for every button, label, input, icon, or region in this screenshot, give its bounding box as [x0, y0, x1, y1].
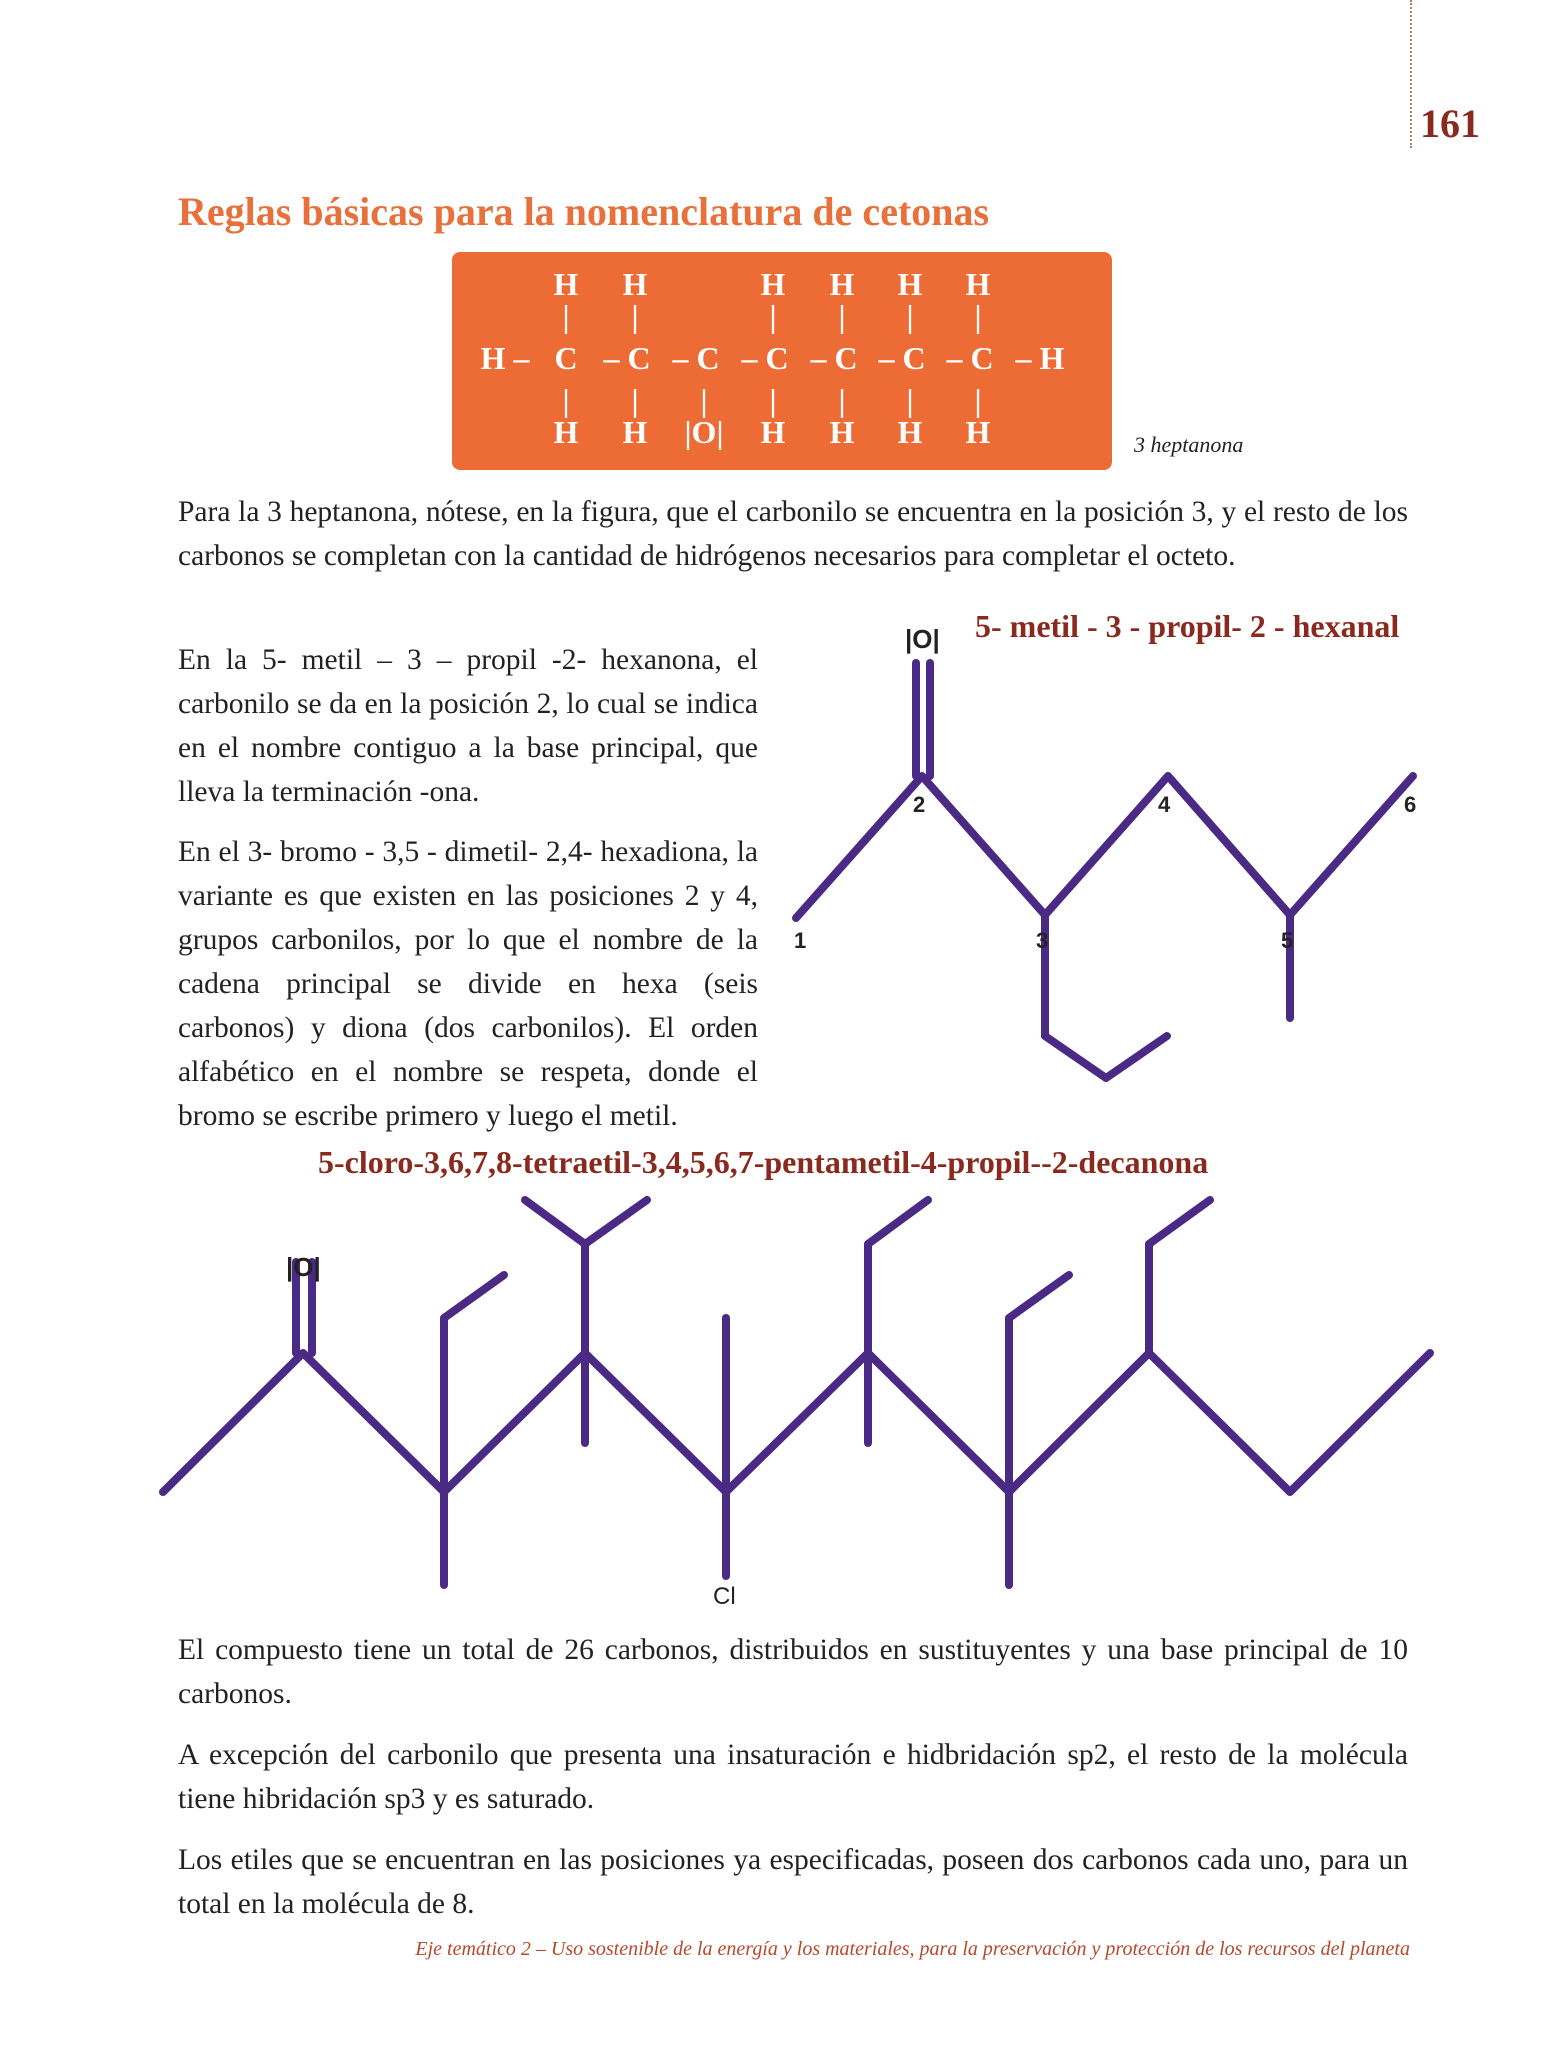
formula-top-h-1: H — [553, 266, 579, 302]
molecule2-c8-ethyl — [1149, 1200, 1210, 1353]
formula-bottom-h-4: H — [829, 414, 855, 450]
formula-top-h-3: H — [760, 266, 786, 302]
formula-bond-top-2: | — [631, 298, 639, 334]
formula-chain-c6: – C — [878, 340, 926, 376]
molecule1-position-2: 2 — [913, 792, 926, 817]
molecule1-propyl-branch — [1045, 915, 1167, 1078]
molecule2-title: 5-cloro-3,6,7,8-tetraetil-3,4,5,6,7-pentametil-4-propil--2-decanona — [318, 1144, 1209, 1180]
formula-bond-bottom-3: | — [700, 382, 708, 418]
formula-chain-c2: – C — [603, 340, 651, 376]
formula-chain-c3: – C — [672, 340, 720, 376]
formula-bond-bottom-4: | — [769, 382, 777, 418]
molecule2-c4-propyl-end — [585, 1200, 647, 1244]
formula-chain-c4: – C — [741, 340, 789, 376]
molecule2-main-chain — [163, 1353, 1430, 1492]
section-title: Reglas básicas para la nomenclatura de cetonas — [178, 189, 990, 234]
formula-bottom-h-2: H — [622, 414, 648, 450]
molecule2-oxygen-label: |O| — [286, 1252, 321, 1282]
formula-bond-bottom-5: | — [838, 382, 846, 418]
paragraph-heptanone: Para la 3 heptanona, nótese, en la figura, que el carbonilo se encuentra en la posición 3, y el resto de los carbonos se completan con la cantidad de hidrógenos necesarios para completar el octeto. — [178, 496, 1408, 572]
formula-bond-top-1: | — [562, 298, 570, 334]
formula-bottom-h-5: H — [897, 414, 923, 450]
formula-bond-top-5: | — [906, 298, 914, 334]
formula-chain-c5: – C — [810, 340, 858, 376]
molecule2-c4-propyl — [525, 1200, 585, 1353]
formula-bond-top-6: | — [974, 298, 982, 334]
formula-bottom-oxygen: |O| — [684, 414, 724, 450]
paragraph-ethyls: Los etiles que se encuentran en las posiciones ya especificadas, poseen dos carbonos cada uno, para un total en la molécula de 8. — [178, 1844, 1408, 1920]
formula-chain-c1: C — [554, 340, 578, 376]
paragraph-hybridization: A excepción del carbonilo que presenta una insaturación e hidbridación sp2, el resto de la molécula tiene hibridación sp3 y es saturado. — [178, 1739, 1408, 1815]
formula-bond-bottom-2: | — [631, 382, 639, 418]
formula-top-h-2: H — [622, 266, 648, 302]
molecule1-position-3: 3 — [1036, 928, 1049, 953]
molecule1-position-5: 5 — [1281, 928, 1294, 953]
formula-top-h-6: H — [965, 266, 991, 302]
formula-bond-top-4: | — [838, 298, 846, 334]
heptanone-caption: 3 heptanona — [1134, 432, 1244, 457]
molecule1-main-chain — [796, 776, 1413, 918]
paragraph-hexanona: En la 5- metil – 3 – propil -2- hexanona, el carbonilo se da en la posición 2, lo cual se indica en el nombre contiguo a la base principal, que lleva la terminación -ona. — [178, 644, 758, 808]
formula-bond-bottom-7: | — [974, 382, 982, 418]
molecule1-title: 5- metil - 3 - propil- 2 - hexanal — [975, 608, 1400, 644]
paragraph-hexadiona: En el 3- bromo - 3,5 - dimetil- 2,4- hexadiona, la variante es que existen en las posiciones 2 y 4, grupos carbonilos, por lo que el nombre de la cadena principal se divide en hexa (seis carbonos) y diona (dos carbonilos). El orden alfabético en el nombre se respeta, donde el bromo se escribe primero y luego el metil. — [178, 836, 758, 1132]
page-number: 161 — [1420, 101, 1480, 146]
formula-bottom-h-3: H — [760, 414, 786, 450]
molecule2-chlorine-label: Cl — [713, 1583, 736, 1610]
paragraph-total-carbons: El compuesto tiene un total de 26 carbonos, distribuidos en sustituyentes y una base principal de 10 carbonos. — [178, 1634, 1408, 1710]
formula-bond-bottom-6: | — [906, 382, 914, 418]
footer-text: Eje temático 2 – Uso sostenible de la energía y los materiales, para la preservación y protección de los recursos del planeta — [415, 1938, 1410, 1960]
molecule1-oxygen-label: |O| — [905, 624, 940, 654]
formula-top-h-4: H — [829, 266, 855, 302]
formula-chain-h-left: H – — [480, 340, 530, 376]
formula-top-h-5: H — [897, 266, 923, 302]
formula-bottom-h-6: H — [965, 414, 991, 450]
molecule1-position-1: 1 — [794, 928, 807, 953]
molecule1-position-4: 4 — [1158, 792, 1171, 817]
molecule1-position-6: 6 — [1404, 792, 1417, 817]
formula-bond-top-3: | — [769, 298, 777, 334]
formula-chain-h-right: – H — [1015, 340, 1065, 376]
molecule2-c6-ethyl — [868, 1200, 928, 1353]
formula-bond-bottom-1: | — [562, 382, 570, 418]
formula-bottom-h-1: H — [553, 414, 579, 450]
formula-chain-c7: – C — [946, 340, 994, 376]
